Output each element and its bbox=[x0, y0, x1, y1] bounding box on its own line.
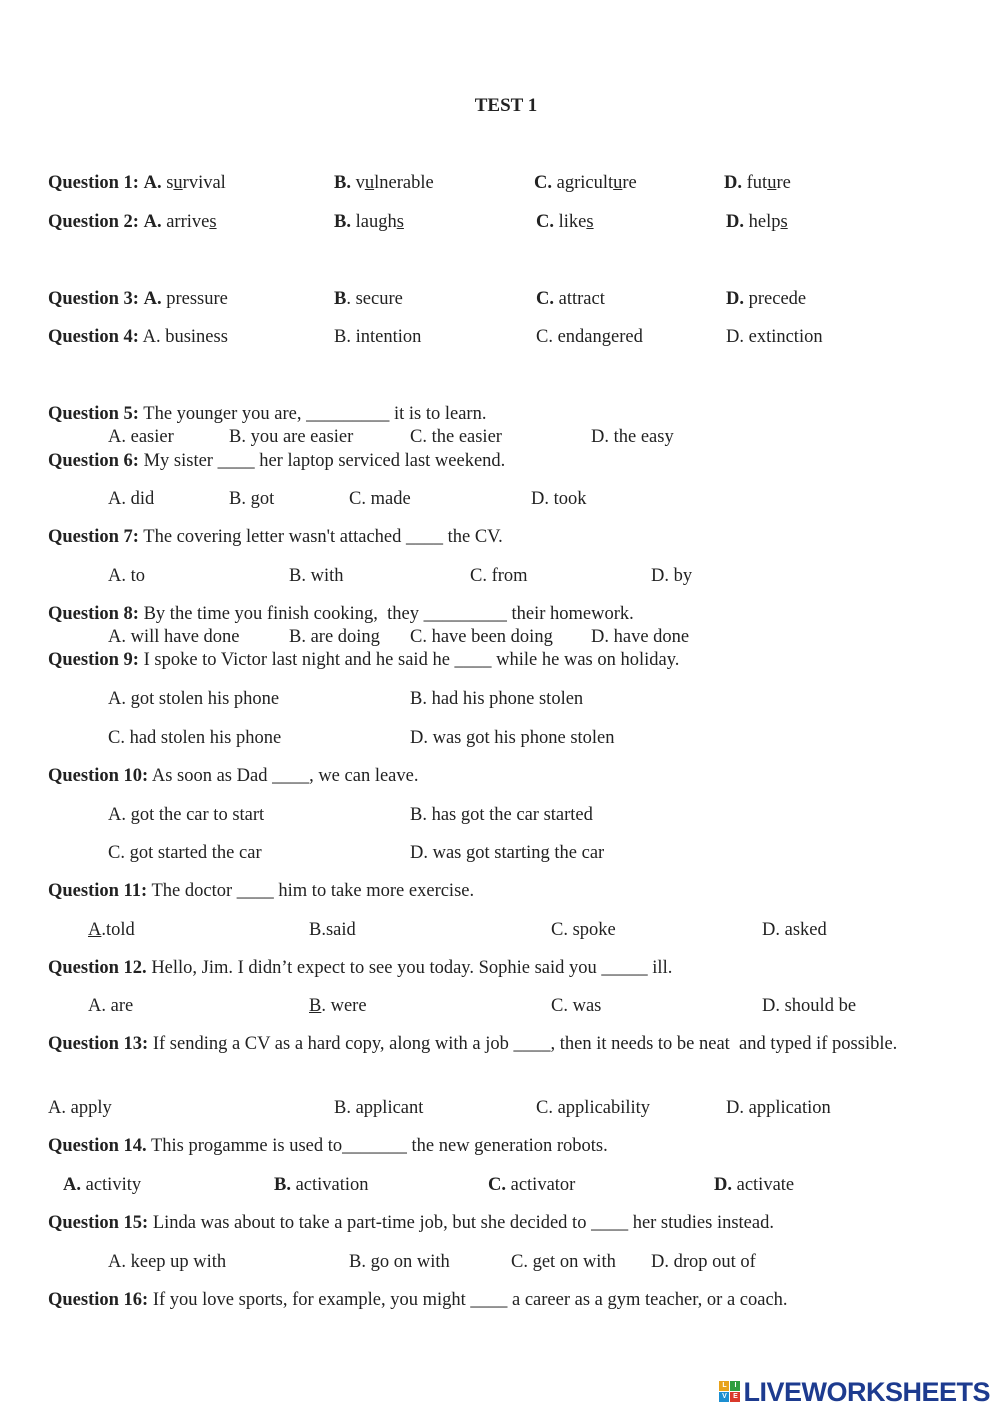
option-letter: A. bbox=[143, 212, 162, 232]
option-d[interactable]: D. activate bbox=[714, 1175, 795, 1195]
question-1 bbox=[48, 171, 226, 195]
option-b[interactable]: B. laughs bbox=[334, 212, 404, 232]
option-d[interactable]: D. helps bbox=[726, 212, 788, 232]
question-label: Question 6: bbox=[48, 451, 139, 471]
question-3 bbox=[48, 287, 228, 311]
question-label: Question 3: bbox=[48, 289, 139, 309]
option-c[interactable]: C. spoke bbox=[551, 920, 616, 940]
option-a[interactable]: pressure bbox=[166, 289, 228, 309]
option-b[interactable]: B. has got the car started bbox=[410, 805, 593, 825]
question-text: The doctor ____ him to take more exercise. bbox=[151, 881, 475, 901]
option-d[interactable]: D. should be bbox=[762, 996, 857, 1016]
option-d[interactable]: D. precede bbox=[726, 289, 807, 309]
question-label: Question 16: bbox=[48, 1290, 149, 1310]
option-a[interactable]: A. got the car to start bbox=[108, 805, 265, 825]
option-b[interactable]: B. were bbox=[309, 996, 367, 1016]
question-label: Question 9: bbox=[48, 650, 139, 670]
option-c[interactable]: C. agriculture bbox=[534, 173, 637, 193]
question-text: My sister ____ her laptop serviced last weekend. bbox=[143, 451, 506, 471]
question-9 bbox=[48, 648, 679, 672]
option-b[interactable]: B. vulnerable bbox=[334, 173, 434, 193]
option-a[interactable]: A. got stolen his phone bbox=[108, 689, 280, 709]
question-8 bbox=[48, 602, 634, 626]
option-a[interactable]: A. did bbox=[108, 489, 155, 509]
option-c[interactable]: C. activator bbox=[488, 1175, 576, 1195]
question-label: Question 15: bbox=[48, 1213, 149, 1233]
logo-badge-icon: L I V E bbox=[719, 1381, 741, 1403]
option-d[interactable]: D. drop out of bbox=[651, 1252, 756, 1272]
option-letter: A. bbox=[143, 289, 162, 309]
option-d[interactable]: D. by bbox=[651, 566, 693, 586]
question-5 bbox=[48, 402, 486, 426]
question-2 bbox=[48, 210, 217, 234]
question-text: The covering letter wasn't attached ____ the CV. bbox=[143, 527, 503, 547]
option-b[interactable]: B. go on with bbox=[349, 1252, 450, 1272]
question-text: The younger you are, _________ it is to learn. bbox=[143, 404, 487, 424]
option-c[interactable]: C. likes bbox=[536, 212, 594, 232]
question-label: Question 2: bbox=[48, 212, 139, 232]
question-13 bbox=[48, 1032, 928, 1056]
question-11 bbox=[48, 879, 474, 903]
question-text: If sending a CV as a hard copy, along with a job ____, then it needs to be neat and typed if possible. bbox=[152, 1034, 898, 1054]
question-10 bbox=[48, 764, 418, 788]
question-text: I spoke to Victor last night and he said he ____ while he was on holiday. bbox=[143, 650, 680, 670]
question-label: Question 4: bbox=[48, 327, 139, 347]
question-label: Question 7: bbox=[48, 527, 139, 547]
option-c[interactable]: C. endangered bbox=[536, 327, 643, 347]
question-14 bbox=[48, 1134, 608, 1158]
question-15 bbox=[48, 1211, 774, 1235]
option-b[interactable]: B. had his phone stolen bbox=[410, 689, 584, 709]
question-text: This progamme is used to_______ the new generation robots. bbox=[150, 1136, 608, 1156]
option-a[interactable]: A. are bbox=[88, 996, 134, 1016]
question-label: Question 8: bbox=[48, 604, 139, 624]
option-c[interactable]: C. had stolen his phone bbox=[108, 728, 282, 748]
option-b[interactable]: B. secure bbox=[334, 289, 403, 309]
question-6 bbox=[48, 449, 505, 473]
option-b[interactable]: B.said bbox=[309, 920, 356, 940]
question-text: As soon as Dad ____, we can leave. bbox=[151, 766, 419, 786]
option-c[interactable]: C. from bbox=[470, 566, 528, 586]
option-d[interactable]: D. asked bbox=[762, 920, 827, 940]
option-b[interactable]: B. you are easier bbox=[229, 427, 354, 447]
option-d[interactable]: D. application bbox=[726, 1098, 831, 1118]
option-letter: A. bbox=[143, 173, 162, 193]
option-a[interactable]: A. business bbox=[142, 327, 228, 347]
question-4 bbox=[48, 325, 228, 349]
option-c[interactable]: C. the easier bbox=[410, 427, 502, 447]
option-b[interactable]: B. got bbox=[229, 489, 275, 509]
option-c[interactable]: C. made bbox=[349, 489, 411, 509]
option-d[interactable]: D. the easy bbox=[591, 427, 674, 447]
question-text: Hello, Jim. I didn’t expect to see you today. Sophie said you _____ ill. bbox=[151, 958, 673, 978]
option-d[interactable]: D. was got starting the car bbox=[410, 843, 605, 863]
option-d[interactable]: D. took bbox=[531, 489, 587, 509]
option-a[interactable]: survival bbox=[166, 173, 226, 193]
option-a[interactable]: A. to bbox=[108, 566, 145, 586]
question-text: Linda was about to take a part-time job, but she decided to ____ her studies instead. bbox=[152, 1213, 774, 1233]
page-title: TEST 1 bbox=[474, 95, 538, 116]
option-b[interactable]: B. intention bbox=[334, 327, 422, 347]
option-b[interactable]: B. are doing bbox=[289, 627, 380, 647]
question-label: Question 13: bbox=[48, 1034, 149, 1054]
question-label: Question 12. bbox=[48, 958, 147, 978]
question-label: Question 14. bbox=[48, 1136, 147, 1156]
question-12 bbox=[48, 956, 672, 980]
option-d[interactable]: D. have done bbox=[591, 627, 690, 647]
question-label: Question 1: bbox=[48, 173, 139, 193]
option-a[interactable]: A. keep up with bbox=[108, 1252, 227, 1272]
option-d[interactable]: D. was got his phone stolen bbox=[410, 728, 615, 748]
option-c[interactable]: C. attract bbox=[536, 289, 605, 309]
question-label: Question 11: bbox=[48, 881, 148, 901]
option-a[interactable]: A. easier bbox=[108, 427, 174, 447]
question-text: By the time you finish cooking, they _________ their homework. bbox=[143, 604, 634, 624]
option-b[interactable]: B. activation bbox=[274, 1175, 369, 1195]
option-a[interactable]: A. will have done bbox=[108, 627, 240, 647]
question-16 bbox=[48, 1288, 788, 1312]
option-a[interactable]: A. apply bbox=[48, 1098, 112, 1118]
option-d[interactable]: D. future bbox=[724, 173, 791, 193]
question-text: If you love sports, for example, you might ____ a career as a gym teacher, or a coach. bbox=[152, 1290, 788, 1310]
option-c[interactable]: C. have been doing bbox=[410, 627, 553, 647]
option-a[interactable]: arrives bbox=[166, 212, 217, 232]
option-a[interactable]: A. activity bbox=[63, 1175, 142, 1195]
option-c[interactable]: C. got started the car bbox=[108, 843, 262, 863]
option-c[interactable]: C. applicability bbox=[536, 1098, 651, 1118]
liveworksheets-logo bbox=[719, 1377, 990, 1407]
question-label: Question 5: bbox=[48, 404, 139, 424]
option-c[interactable]: C. was bbox=[551, 996, 602, 1016]
option-c[interactable]: C. get on with bbox=[511, 1252, 616, 1272]
logo-text: LIVEWORKSHEETS bbox=[743, 1376, 990, 1407]
option-a[interactable]: A.told bbox=[88, 920, 135, 940]
option-b[interactable]: B. with bbox=[289, 566, 344, 586]
question-7 bbox=[48, 525, 503, 549]
option-d[interactable]: D. extinction bbox=[726, 327, 823, 347]
option-b[interactable]: B. applicant bbox=[334, 1098, 424, 1118]
question-label: Question 10: bbox=[48, 766, 149, 786]
